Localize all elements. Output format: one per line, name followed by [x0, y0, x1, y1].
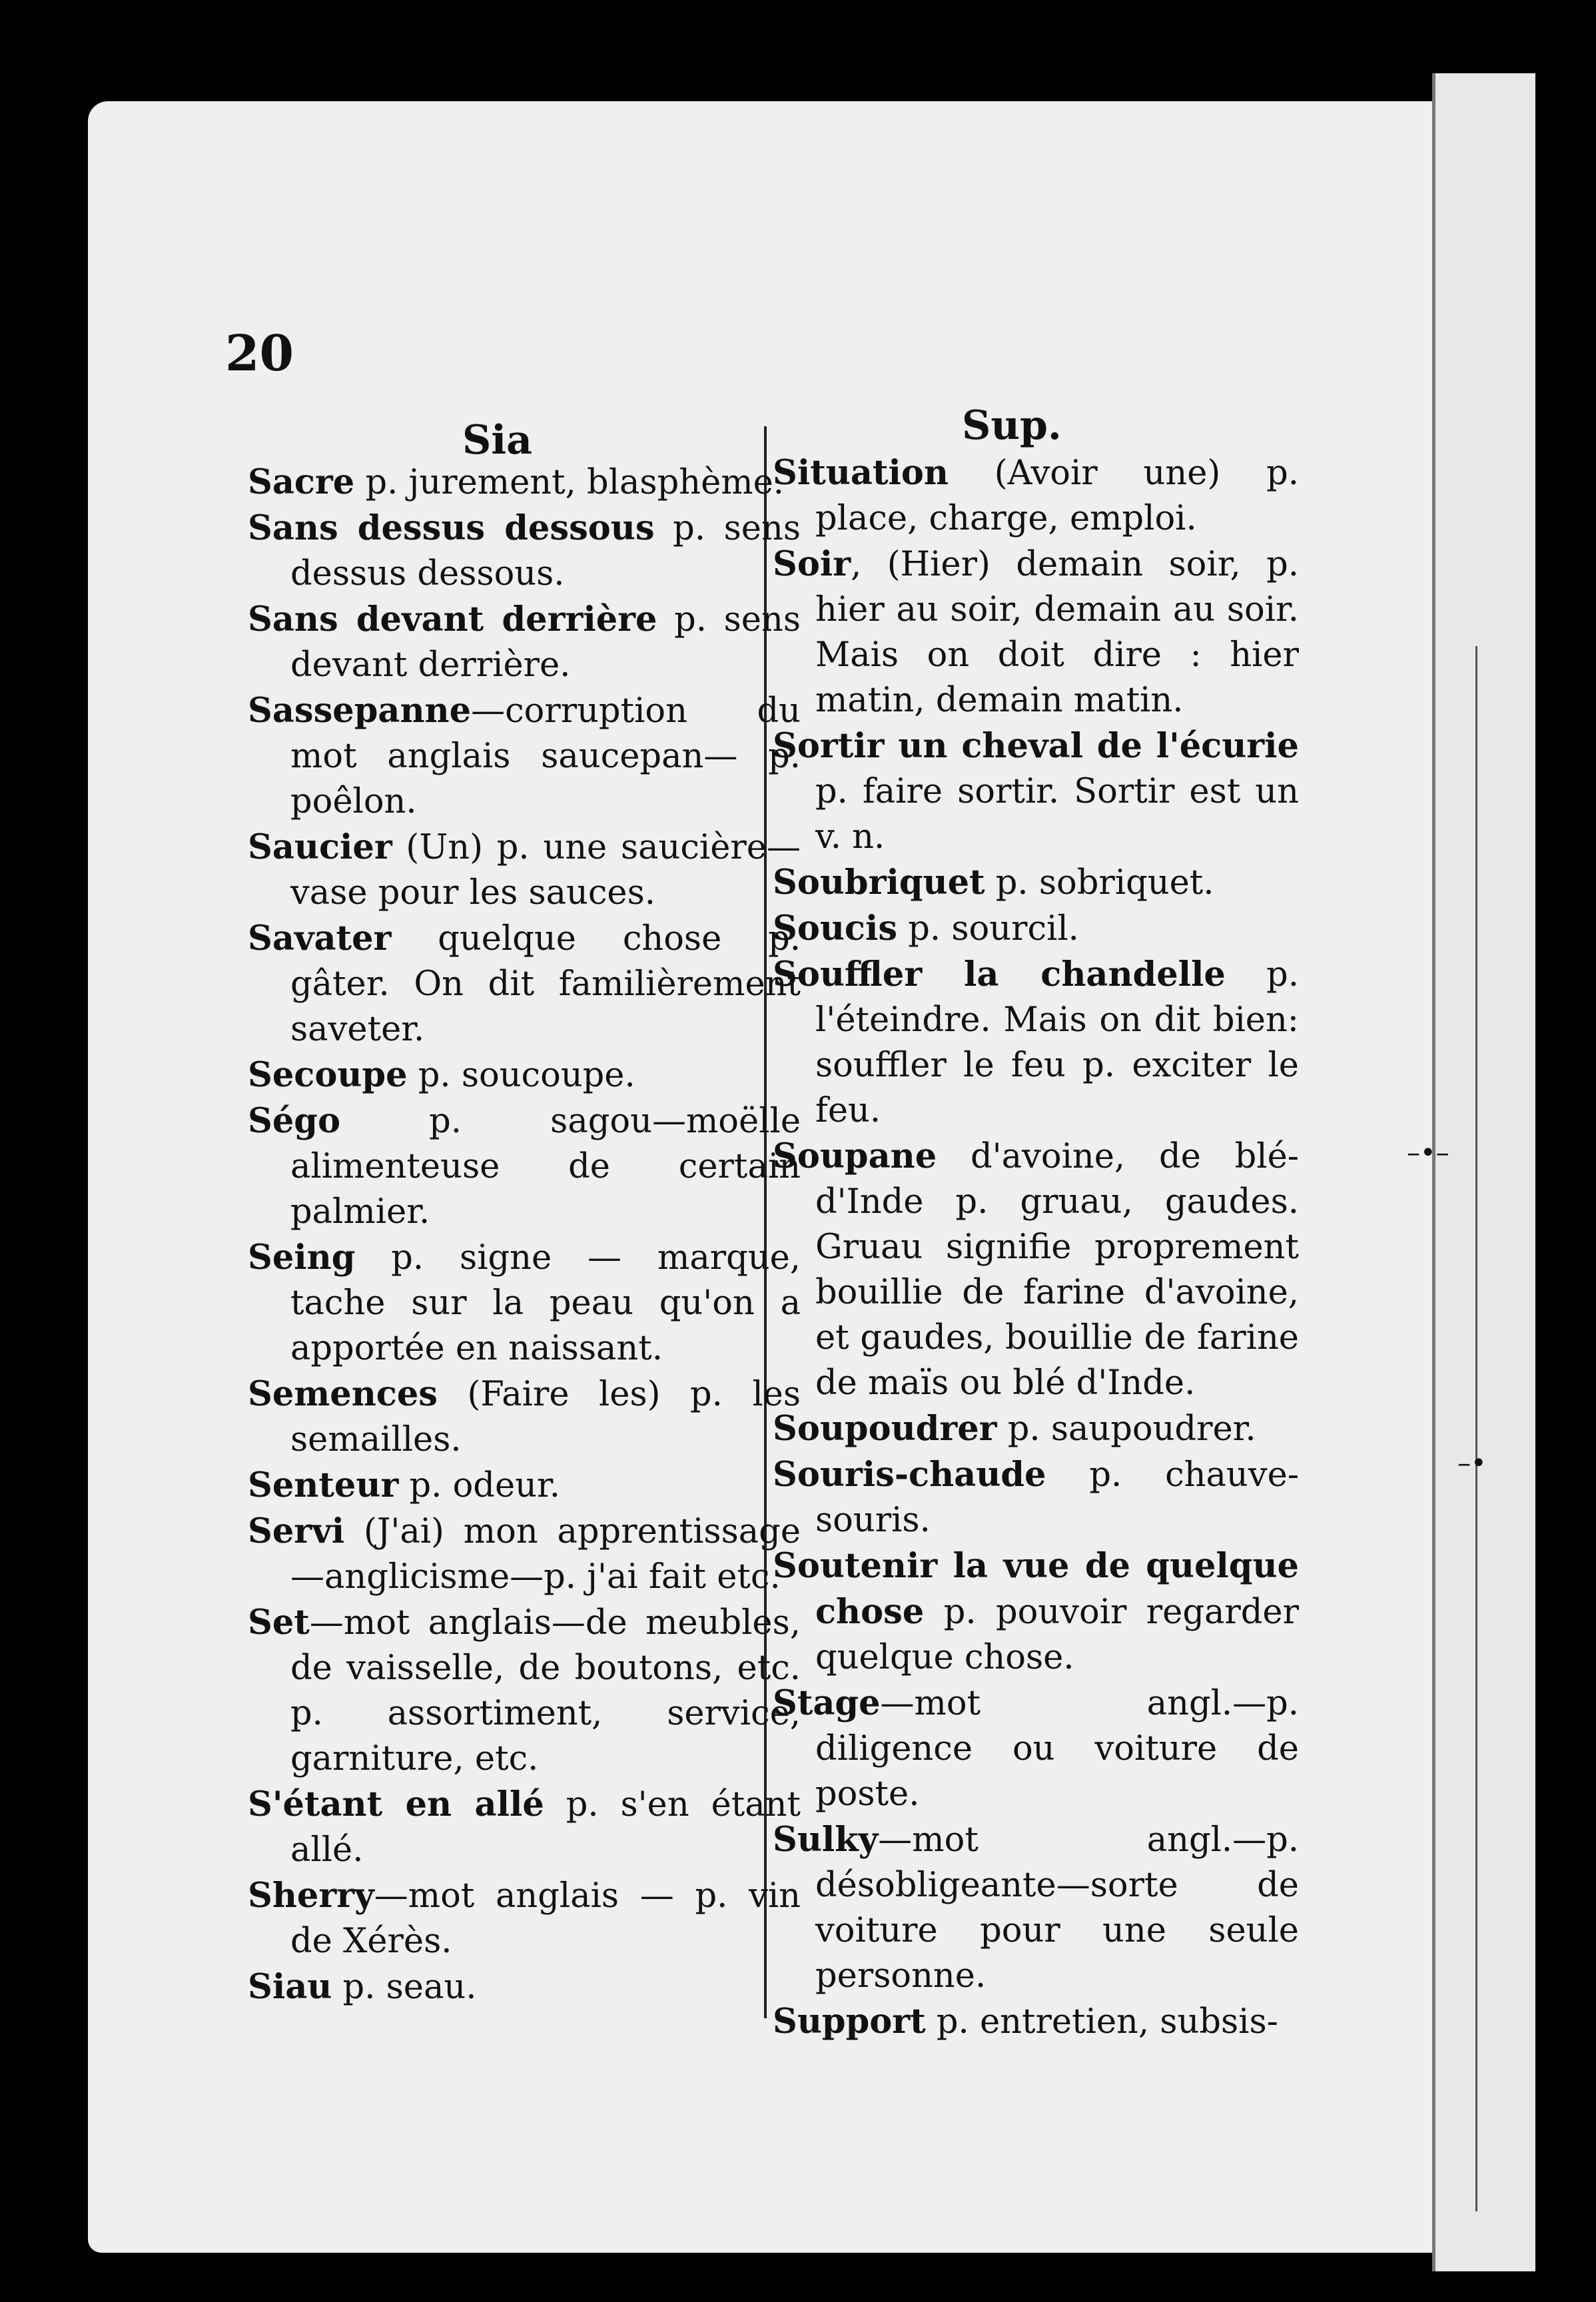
dictionary-entry: [248, 460, 801, 506]
entry-definition: p. s'en étant allé.: [290, 1785, 801, 1870]
entry-definition: p. odeur.: [398, 1466, 560, 1505]
entry-headword: Stage: [773, 1683, 881, 1723]
page-fold-line: [1475, 646, 1477, 2211]
entry-definition: p. sagou—moëlle alimenteuse de certain palmier.: [290, 1102, 801, 1232]
entry-definition: quelque chose p. gâter. On dit familièrement saveter.: [290, 919, 801, 1049]
dictionary-entry: [248, 1509, 801, 1600]
dictionary-entry: [773, 1681, 1299, 1817]
entry-definition: (Un) p. une saucière—vase pour les sauces.: [290, 828, 801, 913]
right-column-entries: [773, 450, 1299, 2045]
dictionary-entry: [773, 542, 1299, 723]
entry-headword: Ségo: [248, 1101, 340, 1141]
entry-headword: Soupoudrer: [773, 1409, 997, 1449]
dictionary-entry: [248, 1782, 801, 1873]
entry-definition: —mot angl.—p. diligence ou voiture de poste.: [815, 1684, 1299, 1814]
entry-headword: Sherry: [248, 1876, 374, 1916]
entry-definition: (Faire les) p. les semailles.: [290, 1375, 801, 1459]
margin-mark: –•–: [1407, 1138, 1449, 1168]
entry-definition: p. faire sortir. Sortir est un v. n.: [815, 772, 1299, 857]
dictionary-entry: [248, 1463, 801, 1509]
dictionary-entry: [248, 1600, 801, 1782]
entry-definition: —mot angl.—p. désobligeante—sorte de voiture pour une seule personne.: [815, 1820, 1299, 1996]
dictionary-entry: [248, 1873, 801, 1964]
dictionary-entry: [248, 916, 801, 1052]
right-column-header: Sup.: [962, 402, 1062, 449]
entry-definition: p. jurement, blasphème.: [354, 463, 785, 502]
dictionary-entry: [248, 1098, 801, 1235]
next-page-edge: [1432, 73, 1535, 2271]
entry-headword: Situation: [773, 453, 949, 493]
entry-definition: , (Hier) demain soir, p. hier au soir, demain au soir. Mais on doit dire : hier matin, demain matin.: [815, 545, 1299, 720]
entry-headword: Soucis: [773, 909, 898, 949]
entry-headword: Sortir un cheval de l'écurie: [773, 726, 1299, 766]
entry-headword: Secoupe: [248, 1055, 408, 1095]
page-number: 20: [225, 325, 294, 382]
entry-definition: (Avoir une) p. place, charge, emploi.: [815, 454, 1299, 538]
dictionary-entry: [773, 1134, 1299, 1406]
entry-definition: p. seau.: [332, 1968, 477, 2007]
entry-headword: Semences: [248, 1374, 438, 1414]
entry-headword: Soubriquet: [773, 863, 985, 903]
dictionary-entry: [773, 1452, 1299, 1543]
entry-definition: —mot anglais—de meubles, de vaisselle, de boutons, etc. p. assortiment, service, garniture, etc.: [290, 1603, 801, 1778]
entry-definition: p. sobriquet.: [985, 863, 1214, 903]
dictionary-entry: [773, 1406, 1299, 1452]
entry-headword: Set: [248, 1603, 310, 1643]
entry-headword: Seing: [248, 1238, 356, 1278]
left-column-header: Sia: [462, 417, 532, 464]
left-column-entries: [248, 460, 801, 2010]
entry-headword: Sans dessus dessous: [248, 508, 655, 548]
entry-headword: Sans devant derrière: [248, 599, 657, 639]
entry-definition: p. sens dessus dessous.: [290, 509, 801, 593]
entry-headword: Servi: [248, 1511, 345, 1551]
entry-definition: p. sens devant derrière.: [290, 600, 801, 685]
entry-definition: p. l'éteindre. Mais on dit bien: souffler le feu p. exciter le feu.: [815, 955, 1299, 1130]
dictionary-entry: [248, 1371, 801, 1463]
entry-definition: (J'ai) mon apprentissage—anglicisme—p. j'ai fait etc.: [290, 1512, 801, 1597]
dictionary-entry: [248, 1964, 801, 2010]
entry-headword: Senteur: [248, 1465, 399, 1505]
entry-definition: p. saupoudrer.: [997, 1409, 1256, 1449]
entry-headword: Sulky: [773, 1820, 879, 1860]
entry-headword: Soutenir la vue de quelque chose: [773, 1546, 1299, 1632]
dictionary-entry: [248, 825, 801, 916]
margin-mark: –•: [1457, 1448, 1487, 1479]
entry-definition: p. sourcil.: [897, 909, 1079, 949]
dictionary-entry: [248, 1235, 801, 1371]
entry-headword: Sacre: [248, 462, 355, 502]
entry-definition: p. chauve-souris.: [815, 1455, 1299, 1540]
entry-headword: Souris-chaude: [773, 1455, 1046, 1495]
entry-definition: p. pouvoir regarder quelque chose.: [815, 1593, 1299, 1677]
dictionary-entry: [248, 688, 801, 825]
entry-headword: Sassepanne: [248, 691, 472, 731]
dictionary-entry: [773, 906, 1299, 952]
dictionary-entry: [773, 952, 1299, 1134]
entry-headword: Soupane: [773, 1136, 937, 1176]
dictionary-entry: [248, 1052, 801, 1098]
dictionary-entry: [773, 860, 1299, 906]
entry-definition: —mot anglais — p. vin de Xérès.: [290, 1876, 801, 1961]
dictionary-entry: [248, 506, 801, 597]
dictionary-entry: [773, 1999, 1299, 2045]
entry-definition: p. soucoupe.: [407, 1056, 635, 1095]
entry-definition: p. signe — marque, tache sur la peau qu'on a apportée en naissant.: [290, 1238, 801, 1368]
dictionary-entry: [248, 597, 801, 688]
entry-headword: Siau: [248, 1967, 332, 2007]
dictionary-entry: [773, 450, 1299, 542]
entry-headword: Savater: [248, 919, 392, 959]
entry-headword: S'étant en allé: [248, 1784, 544, 1824]
entry-headword: Saucier: [248, 827, 392, 867]
entry-headword: Soir: [773, 544, 851, 584]
entry-definition: d'avoine, de blé-d'Inde p. gruau, gaudes. Gruau signifie proprement bouillie de farine d'avoine, et gaudes, bouillie de farine de maïs ou blé d'Inde.: [815, 1137, 1299, 1403]
entry-definition: p. entretien, subsis-: [925, 2002, 1278, 2042]
dictionary-entry: [773, 1543, 1299, 1681]
dictionary-entry: [773, 723, 1299, 860]
dictionary-entry: [773, 1817, 1299, 1999]
entry-definition: —corruption du mot anglais saucepan— p. poêlon.: [290, 691, 801, 821]
entry-headword: Support: [773, 2002, 926, 2042]
entry-headword: Souffler la chandelle: [773, 955, 1226, 994]
